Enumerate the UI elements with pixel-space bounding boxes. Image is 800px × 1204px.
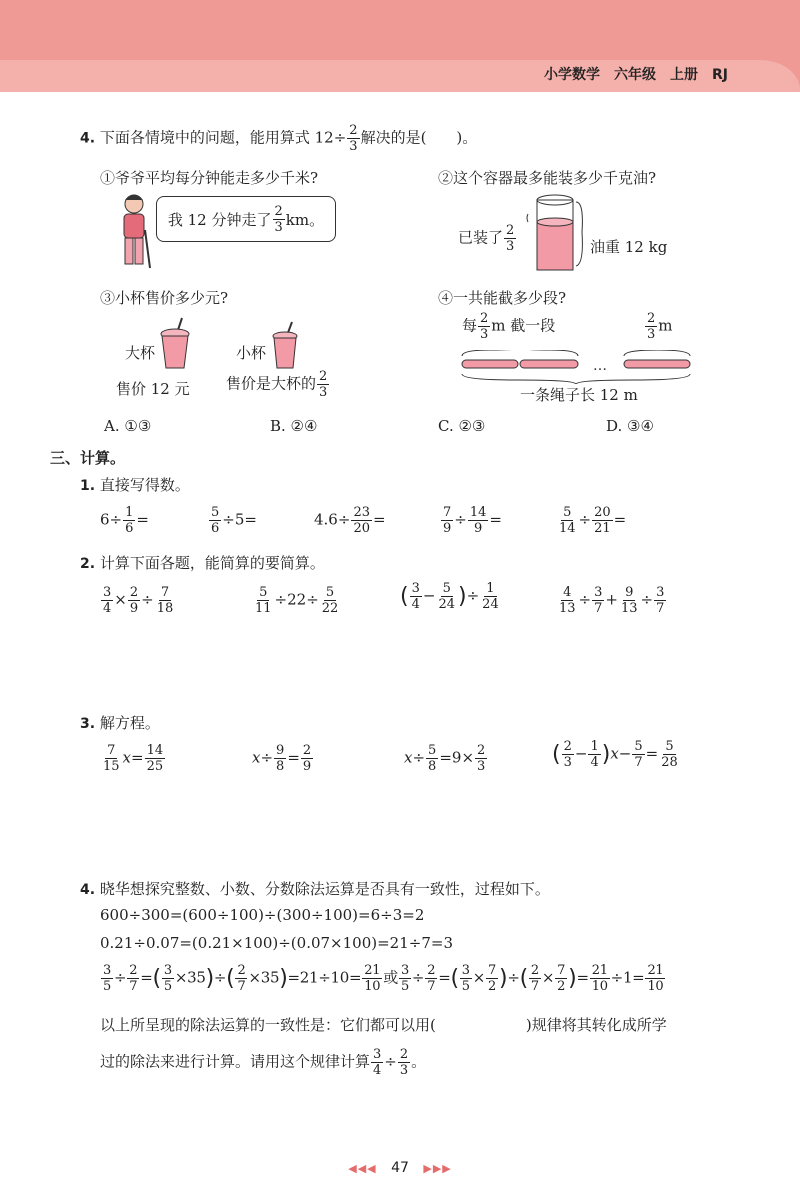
p2-item-3: ( $\frac{3}{4}$ − $\frac{5}{24}$ )÷ $\frac{1}{24}$: [400, 581, 499, 612]
p3-title: 3. 解方程。: [80, 714, 160, 732]
option-a: A. ①③: [104, 417, 152, 435]
header-title: 小学数学 六年级 上册 RJ: [544, 67, 728, 83]
rope-segment-label: $\frac{2}{3}$ m: [647, 311, 673, 342]
big-cup-icon: [156, 316, 194, 372]
small-cup-icon: [268, 320, 302, 372]
page-footer: [0, 1160, 800, 1176]
p3-item-1: $\frac{7}{15}$ x= $\frac{14}{25}$: [103, 743, 164, 774]
p3-item-2: x÷ $\frac{9}{8}$ = $\frac{2}{9}$: [252, 743, 312, 774]
scenario-3-title: ③小杯售价多少元?: [100, 289, 229, 307]
speech-bubble: 我 12 分钟走了 $\frac{2}{3}$ km。: [156, 196, 336, 242]
scenario-1-title: ①爷爷平均每分钟能走多少千米?: [100, 169, 319, 187]
p1-item-2: $\frac{5}{6}$ ÷5=: [211, 505, 257, 536]
scenario-2-title: ②这个容器最多能装多少千克油?: [438, 169, 657, 187]
p2-item-2: $\frac{5}{11}$ ÷22÷ $\frac{5}{22}$: [255, 585, 339, 616]
big-cup-price: 售价 12 元: [116, 380, 190, 398]
section-title: 三、计算。: [50, 449, 126, 467]
rope-cut-label: 每 $\frac{2}{3}$ m 截一段: [462, 311, 556, 342]
oil-container: [520, 192, 590, 276]
p2-item-4: $\frac{4}{13}$ ÷ $\frac{3}{7}$ + $\frac{9}{13}$ ÷ $\frac{3}{7}$: [559, 585, 665, 616]
p1-item-1: 6÷ $\frac{1}{6}$ =: [100, 505, 149, 536]
rope-total: 一条绳子长 12 m: [520, 386, 638, 404]
left-arrows-icon: ◀◀◀: [348, 1162, 377, 1175]
right-arrows-icon: ▶▶▶: [423, 1162, 452, 1175]
small-cup-price: 售价是大杯的 $\frac{2}{3}$: [226, 369, 328, 400]
p3-item-3: x÷ $\frac{5}{8}$ =9× $\frac{2}{3}$: [404, 743, 486, 774]
container-left-label: 已装了 $\frac{2}{3}$: [458, 223, 515, 254]
p1-item-4: $\frac{7}{9}$ ÷ $\frac{14}{9}$ =: [443, 505, 502, 536]
q4b-conclusion-1: 以上所呈现的除法运算的一致性是：它们都可以用( )规律将其转化成所学: [100, 1016, 667, 1034]
q4b-conclusion-2: 过的除法来进行计算。请用这个规律计算 $\frac{3}{4}$ ÷ $\frac{2}{3}$ 。: [100, 1047, 427, 1078]
p1-item-3: 4.6÷ $\frac{23}{20}$ =: [314, 505, 386, 536]
p1-title: 1. 直接写得数。: [80, 476, 190, 494]
rope-ellipsis: …: [593, 358, 607, 374]
big-cup-label: 大杯: [125, 344, 156, 362]
q4b-line-2: 0.21÷0.07=(0.21×100)÷(0.07×100)=21÷7=3: [100, 934, 453, 952]
p2-item-1: $\frac{3}{4}$ × $\frac{2}{9}$ ÷ $\frac{7}{18}$: [103, 585, 174, 616]
page-number: 47: [391, 1160, 409, 1176]
option-c: C. ②③: [438, 417, 486, 435]
rope-diagram: [458, 350, 698, 384]
p3-item-4: ( $\frac{2}{3}$ − $\frac{1}{4}$ )x− $\frac{5}{7}$ = $\frac{5}{28}$: [552, 739, 678, 770]
p2-title: 2. 计算下面各题，能简算的要简算。: [80, 554, 325, 572]
container-right-label: 油重 12 kg: [590, 238, 668, 256]
p1-item-5: $\frac{5}{14}$ ÷ $\frac{20}{21}$ =: [559, 505, 627, 536]
q4b-line-1: 600÷300=(600÷100)÷(300÷100)=6÷3=2: [100, 906, 425, 924]
grandpa-illustration: [110, 190, 160, 270]
q4-stem: 4. 下面各情境中的问题，能用算式 12÷ $\frac{2}{3}$ 解决的是( )。: [80, 123, 478, 154]
scenario-4-title: ④一共能截多少段?: [438, 289, 567, 307]
q4b-line-3: $\frac{3}{5}$ ÷ $\frac{2}{7}$ =( $\frac{3}{5}$ ×35)÷( $\frac{2}{7}$ ×35)=21÷10= $\frac{21}{10}$ 或 $\frac{3}{5}$ ÷ $\frac{2}{7}$ =( $\frac{3}{5}$ × $\frac{7}{2}$ )÷( $\frac{2}{7}$ × $\frac{7}{2}$ )= $\frac{21}{10}$ ÷1= $\frac{21}{10}$: [103, 963, 664, 994]
option-b: B. ②④: [270, 417, 318, 435]
option-d: D. ③④: [606, 417, 654, 435]
q4b-stem: 4. 晓华想探究整数、小数、分数除法运算是否具有一致性，过程如下。: [80, 880, 550, 898]
small-cup-label: 小杯: [236, 344, 267, 362]
